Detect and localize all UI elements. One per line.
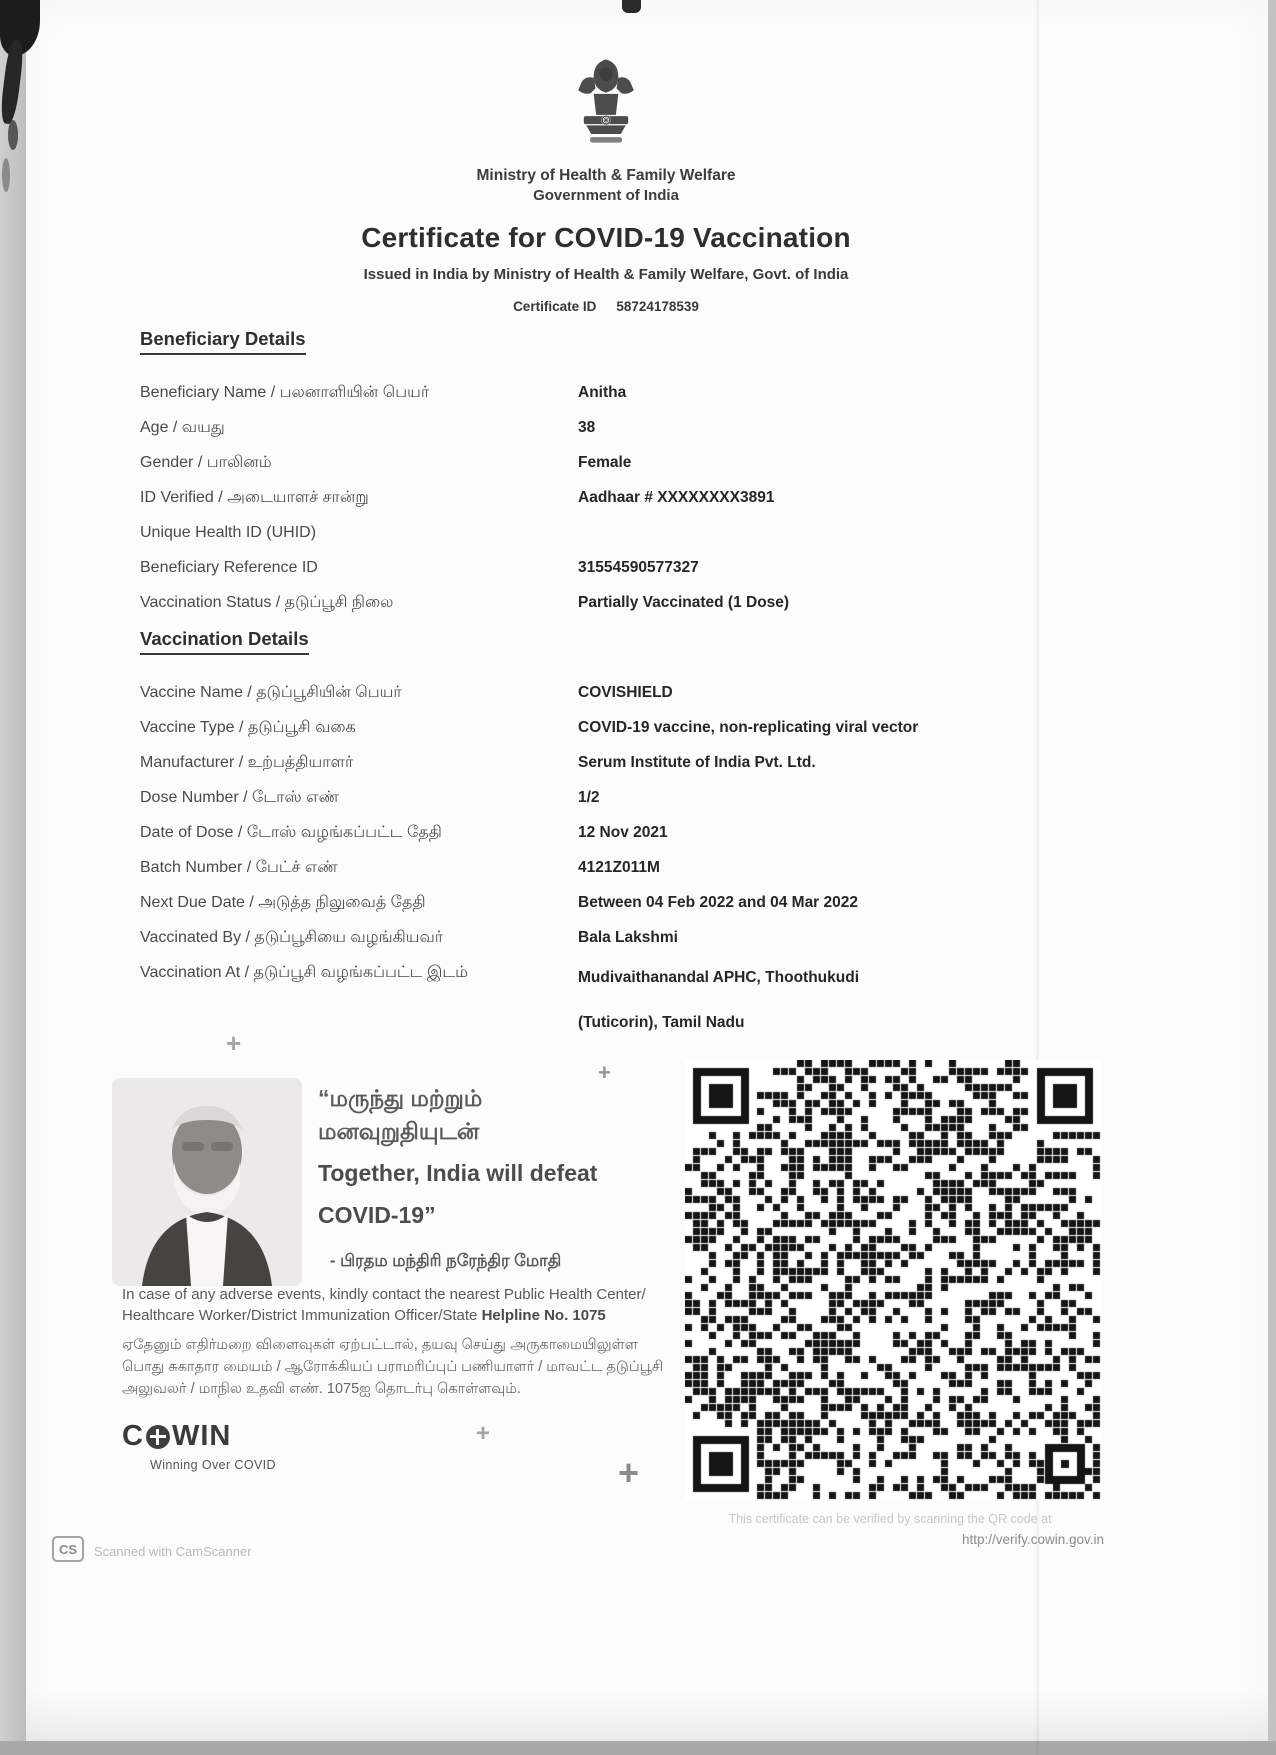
table-row (140, 375, 1150, 410)
field-value: Mudivaithanandal APHC, Thoothukudi (Tuticorin), Tamil Nadu (578, 969, 859, 1031)
field-label: Vaccine Name / தடுப்பூசியின் பெயர் (140, 684, 402, 701)
field-label: Vaccination Status / தடுப்பூசி நிலை (140, 594, 394, 611)
plus-mark-icon: + (476, 1420, 491, 1447)
table-row (140, 780, 1150, 815)
table-row (140, 885, 1150, 920)
field-value: Female (578, 454, 632, 471)
verify-url: http://verify.cowin.gov.in (961, 1532, 1104, 1547)
field-label: Next Due Date / அடுத்த நிலுவைத் தேதி (140, 894, 426, 911)
field-value: Anitha (578, 384, 627, 401)
quote-english-line1: Together, India will defeat (318, 1160, 598, 1186)
cowin-logo (122, 1420, 231, 1453)
certificate-id-label: Certificate ID (513, 299, 597, 314)
field-label: Vaccinated By / தடுப்பூசியை வழங்கியவர் (140, 929, 444, 946)
pm-photo (112, 1078, 302, 1286)
camscanner-label: Scanned with CamScanner (94, 1544, 252, 1559)
vaccination-details-heading: Vaccination Details (140, 628, 309, 655)
adverse-help-tamil: ஏதேனும் எதிர்மறை விளைவுகள் ஏற்பட்டால், தயவு செய்து அருகாமையிலுள்ள பொது சுகாதார மையம் / ஆரோக்கியப் பராமரிப்புப் பணியாளர் / மாவட்ட தடுப்பூசி அலுவலர் / மாநில உதவி எண். 1075ஐ தொடர்பு கொள்ளவும். (122, 1337, 664, 1397)
beneficiary-rows (140, 375, 1150, 620)
certificate-id-value: 58724178539 (616, 299, 699, 314)
field-value: 12 Nov 2021 (578, 824, 668, 841)
table-row (140, 515, 1150, 550)
plus-mark-icon: + (226, 1028, 242, 1058)
field-label: Vaccination At / தடுப்பூசி வழங்கப்பட்ட இடம் (140, 964, 468, 981)
field-value: 4121Z011M (578, 859, 660, 876)
certificate-id-line (36, 299, 1176, 314)
scan-artifact (2, 158, 10, 192)
adverse-help-english-text: In case of any adverse events, kindly contact the nearest Public Health Center/ Healthcare Worker/District Immunization Officer/State (122, 1286, 646, 1324)
vaccination-details-section (140, 628, 1150, 1045)
beneficiary-details-heading: Beneficiary Details (140, 328, 306, 355)
vaccination-rows (140, 675, 1150, 1045)
table-row (140, 675, 1150, 710)
table-row (140, 850, 1150, 885)
qr-code-container (685, 1060, 1101, 1500)
table-row (140, 585, 1150, 620)
field-label: Batch Number / பேட்ச் எண் (140, 859, 338, 876)
scan-artifact (8, 120, 18, 150)
field-label: Vaccine Type / தடுப்பூசி வகை (140, 719, 356, 736)
field-value: 1/2 (578, 789, 600, 806)
field-label: ID Verified / அடையாளச் சான்று (140, 489, 369, 506)
field-label: Beneficiary Reference ID (140, 559, 318, 576)
cowin-logo-win: WIN (171, 1420, 232, 1452)
pm-portrait-illustration (112, 1078, 302, 1286)
quote-attribution: - பிரதம மந்திரி நரேந்திர மோதி (330, 1252, 562, 1270)
quote-tamil-line1: “மருந்து மற்றும் (318, 1085, 483, 1111)
field-label: Date of Dose / டோஸ் வழங்கப்பட்ட தேதி (140, 824, 442, 841)
ministry-name: Ministry of Health & Family Welfare (476, 167, 736, 184)
field-value: 38 (578, 419, 596, 436)
field-value: Between 04 Feb 2022 and 04 Mar 2022 (578, 894, 859, 911)
field-value: Aadhaar # XXXXXXXX3891 (578, 489, 775, 506)
scan-shadow-band (26, 1690, 1268, 1741)
adverse-help-english (122, 1284, 670, 1326)
field-value: COVID-19 vaccine, non-replicating viral vector (578, 719, 919, 736)
table-row (140, 480, 1150, 515)
helpline-number: Helpline No. 1075 (481, 1307, 606, 1324)
field-value: Serum Institute of India Pvt. Ltd. (578, 754, 816, 771)
scanner-edge-bottom (0, 1741, 1276, 1755)
plus-mark-icon: + (618, 1452, 640, 1493)
field-value: COVISHIELD (578, 684, 673, 701)
quote-english-line2: COVID-19” (318, 1202, 436, 1228)
plus-mark-icon: + (598, 1060, 611, 1085)
cowin-tagline: Winning Over COVID (150, 1458, 276, 1472)
certificate-title: Certificate for COVID-19 Vaccination (361, 222, 851, 253)
scanner-edge-right (1268, 0, 1276, 1755)
table-row (140, 445, 1150, 480)
table-row (140, 710, 1150, 745)
verify-instruction: This certificate can be verified by scanning the QR code at (728, 1512, 1052, 1526)
table-row (140, 815, 1150, 850)
beneficiary-details-section (140, 328, 1150, 620)
field-label: Gender / பாலினம் (140, 454, 272, 471)
camscanner-badge: CS (52, 1536, 84, 1562)
table-row (140, 955, 1150, 1045)
field-label: Dose Number / டோஸ் எண் (140, 789, 339, 806)
table-row (140, 745, 1150, 780)
national-emblem-icon (569, 54, 643, 156)
quote-tamil-line2: மனவுறுதியுடன் (318, 1118, 480, 1144)
field-label: Age / வயது (140, 419, 225, 436)
certificate-subtitle: Issued in India by Ministry of Health & Family Welfare, Govt. of India (363, 266, 849, 283)
qr-code (685, 1060, 1101, 1500)
field-label: Manufacturer / உற்பத்தியாளர் (140, 754, 354, 771)
field-label: Beneficiary Name / பலனாளியின் பெயர் (140, 384, 430, 401)
table-row (140, 410, 1150, 445)
cowin-logo-c: C (122, 1420, 144, 1452)
pm-quote-block (318, 1082, 688, 1273)
scanner-edge-left (0, 0, 26, 1755)
certificate-header (36, 54, 1176, 314)
field-label: Unique Health ID (UHID) (140, 524, 317, 541)
table-row (140, 920, 1150, 955)
government-name: Government of India (533, 187, 679, 204)
field-value: 31554590577327 (578, 559, 699, 576)
field-value: Bala Lakshmi (578, 929, 678, 946)
table-row (140, 550, 1150, 585)
scan-artifact (622, 0, 641, 13)
cowin-cross-icon (146, 1425, 170, 1449)
field-value: Partially Vaccinated (1 Dose) (578, 594, 790, 611)
